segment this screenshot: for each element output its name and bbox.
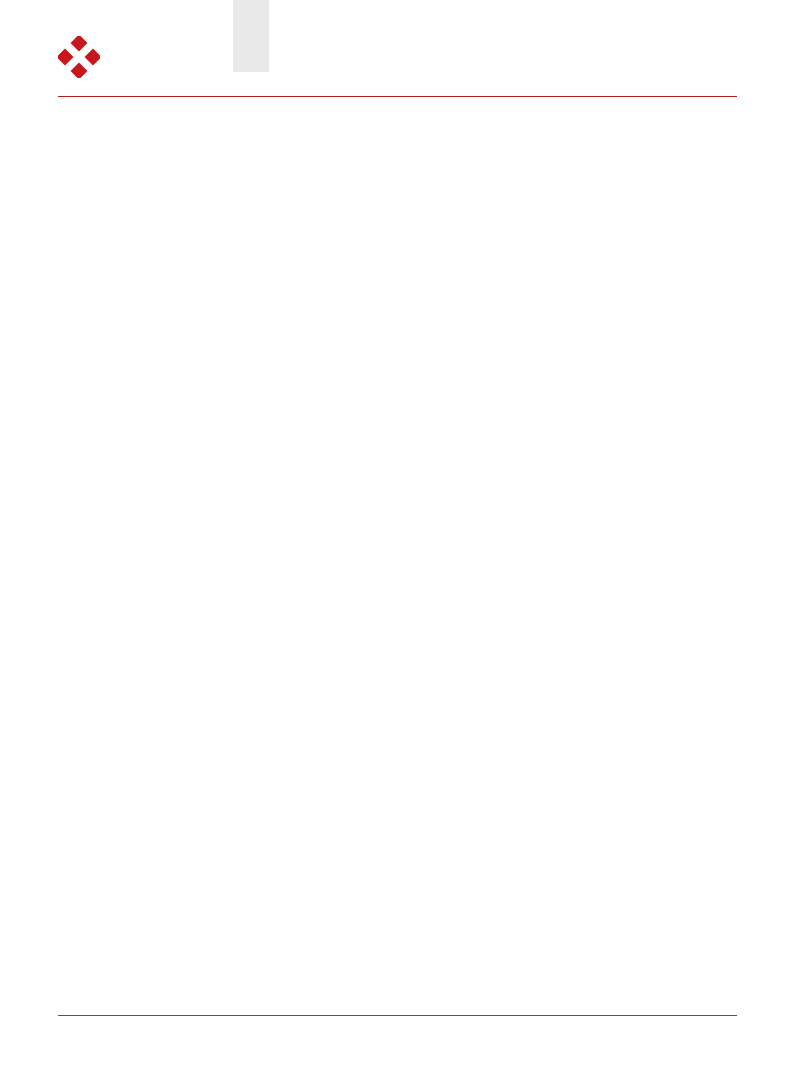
brand-logo-icon bbox=[58, 36, 100, 78]
header-decoration bbox=[233, 0, 269, 72]
table-of-figures bbox=[226, 222, 736, 243]
header-divider bbox=[58, 96, 737, 97]
footer-divider bbox=[58, 1015, 737, 1016]
brand-logo bbox=[58, 36, 238, 92]
